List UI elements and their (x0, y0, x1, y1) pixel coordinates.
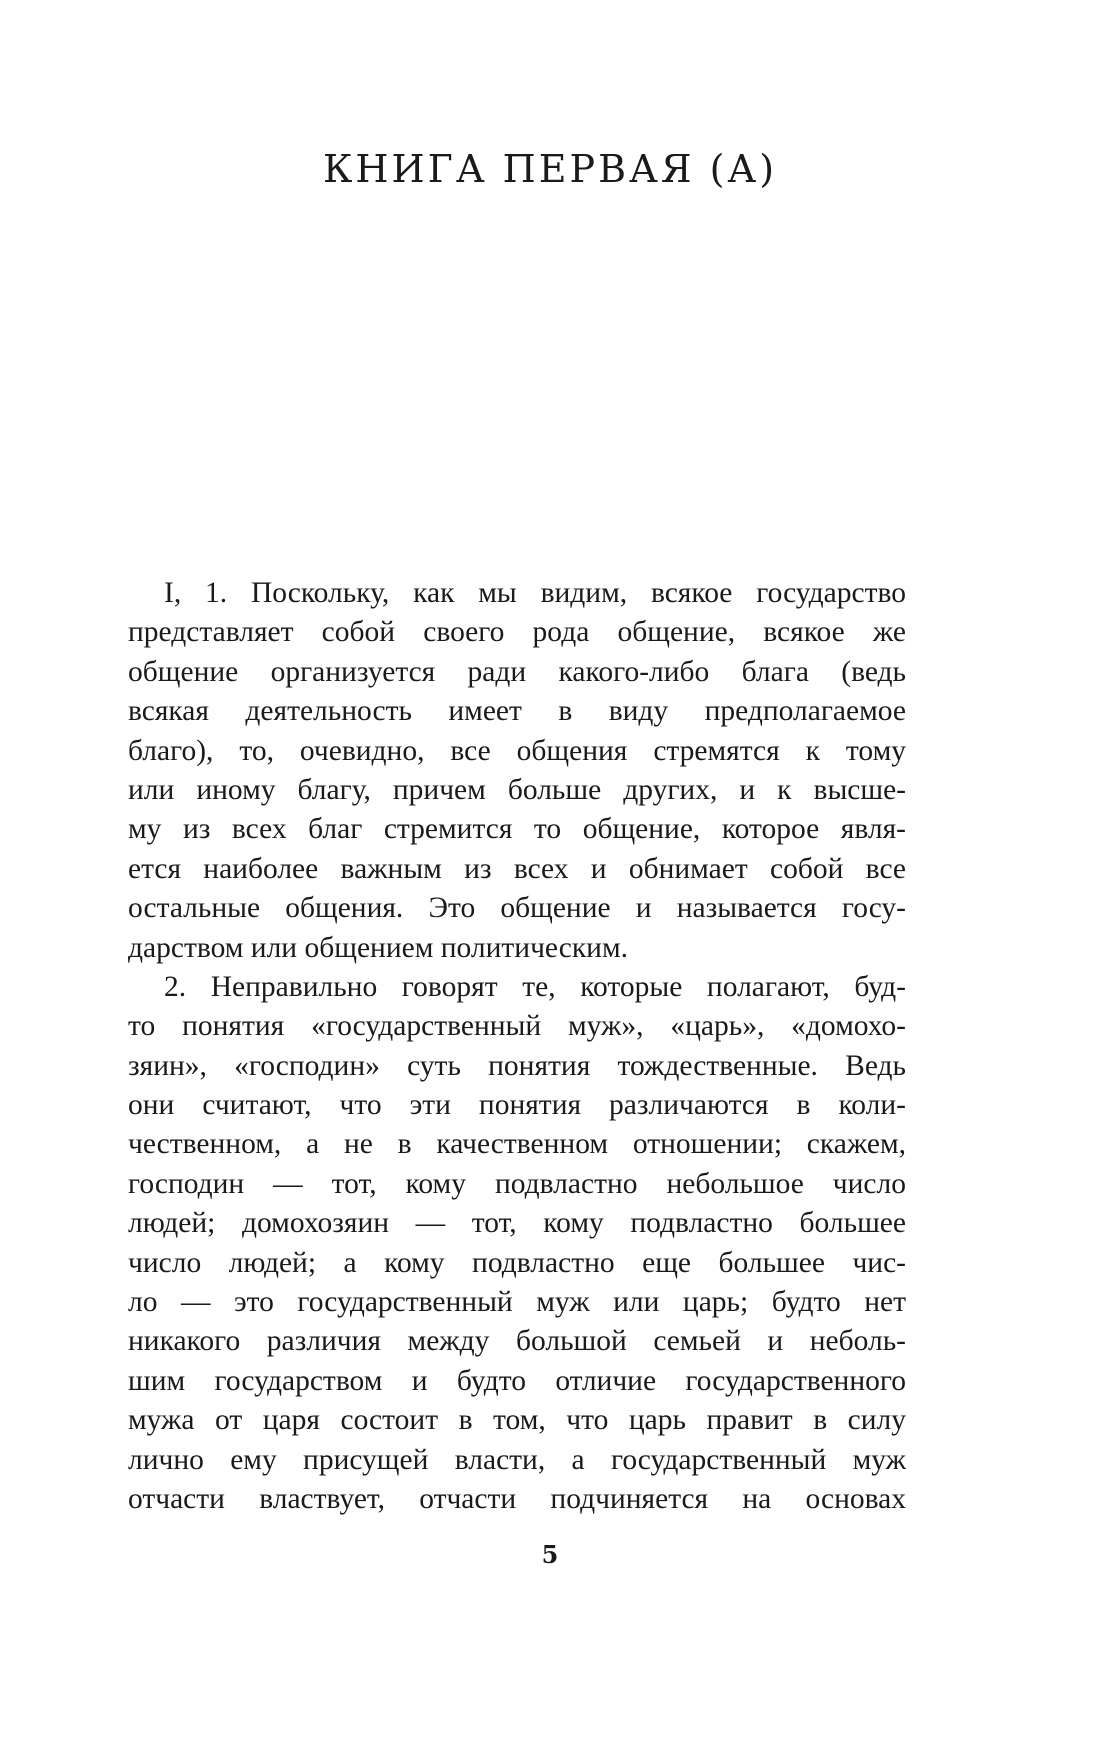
body-text (128, 574, 906, 1519)
text-line: людей; домохозяин — тот, кому подвластно большее (128, 1207, 906, 1240)
text-line: ло — это государственный муж или царь; будто нет (128, 1286, 906, 1319)
text-line: благо), то, очевидно, все общения стремятся к тому (128, 734, 906, 767)
text-line: число людей; а кому подвластно еще большее чис- (128, 1246, 906, 1279)
text-line: зяин», «господин» суть понятия тождественные. Ведь (128, 1049, 906, 1082)
text-line: господин — тот, кому подвластно небольшое число (128, 1167, 906, 1200)
page-number: 5 (541, 1540, 559, 1569)
text-line: они считают, что эти понятия различаются в коли- (128, 1089, 906, 1122)
text-line: остальные общения. Это общение и называется госу- (128, 892, 906, 925)
text-line: или иному благу, причем больше других, и к высше- (128, 773, 906, 806)
text-line: отчасти властвует, отчасти подчиняется на основах (128, 1482, 906, 1515)
text-line: то понятия «государственный муж», «царь», «домохо- (128, 1010, 906, 1043)
text-line: представляет собой своего рода общение, всякое же (128, 616, 906, 649)
text-line: общение организуется ради какого-либо блага (ведь (128, 655, 906, 688)
text-line: мужа от царя состоит в том, что царь правит в силу (128, 1404, 906, 1437)
book-title: КНИГА ПЕРВАЯ (А) (322, 147, 778, 191)
text-line: I, 1. Поскольку, как мы видим, всякое государство (164, 577, 906, 609)
text-line: никакого различия между большой семьей и неболь- (128, 1325, 906, 1358)
text-line: чественном, а не в качественном отношении; скажем, (128, 1128, 906, 1161)
text-line: лично ему присущей власти, а государственный муж (128, 1443, 906, 1476)
text-line: дарством или общением политическим. (128, 931, 629, 964)
text-line: шим государством и будто отличие государственного (128, 1364, 906, 1397)
text-line: всякая деятельность имеет в виду предполагаемое (128, 695, 906, 728)
text-line: 2. Неправильно говорят те, которые полагают, буд- (164, 970, 906, 1003)
text-line: му из всех благ стремится то общение, которое явля- (128, 813, 906, 846)
text-line: ется наиболее важным из всех и обнимает собой все (128, 852, 906, 885)
